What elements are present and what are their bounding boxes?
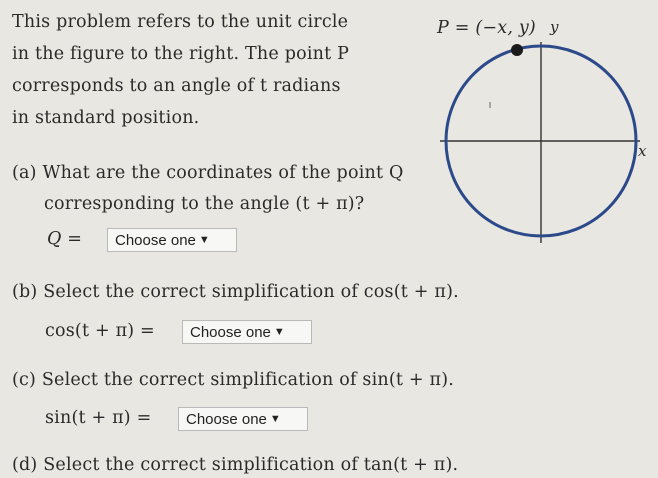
part-a-select-value: Choose one — [115, 231, 196, 249]
intro-line-4: in standard position. — [12, 108, 200, 128]
part-a-select[interactable] — [107, 228, 237, 252]
part-c-select-value: Choose one — [186, 410, 267, 428]
chevron-down-icon: ▼ — [198, 234, 210, 246]
part-b-question: (b) Select the correct simplification of cos(t + π). — [12, 282, 459, 302]
part-b-select-value: Choose one — [190, 323, 271, 341]
point-p — [511, 44, 523, 56]
intro-line-2: in the figure to the right. The point P — [12, 44, 350, 64]
part-c-label: sin(t + π) = — [45, 408, 152, 428]
part-b-label: cos(t + π) = — [45, 321, 155, 341]
intro-line-1: This problem refers to the unit circle — [12, 12, 349, 32]
figure-point-label: P = (−x, y) — [437, 18, 536, 38]
part-a-question-line-1: (a) What are the coordinates of the point Q — [12, 163, 404, 183]
part-a-question-line-2: corresponding to the angle (t + π)? — [44, 194, 365, 214]
part-d-question: (d) Select the correct simplification of tan(t + π). — [12, 455, 459, 475]
part-a-label: Q = — [47, 229, 83, 249]
part-b-select[interactable] — [182, 320, 312, 344]
part-c-question: (c) Select the correct simplification of sin(t + π). — [12, 370, 454, 390]
figure-x-label: x — [638, 142, 647, 160]
intro-line-3: corresponds to an angle of t radians — [12, 76, 341, 96]
chevron-down-icon: ▼ — [269, 413, 281, 425]
chevron-down-icon: ▼ — [273, 326, 285, 338]
figure-y-label: y — [550, 18, 559, 36]
part-c-select[interactable] — [178, 407, 308, 431]
